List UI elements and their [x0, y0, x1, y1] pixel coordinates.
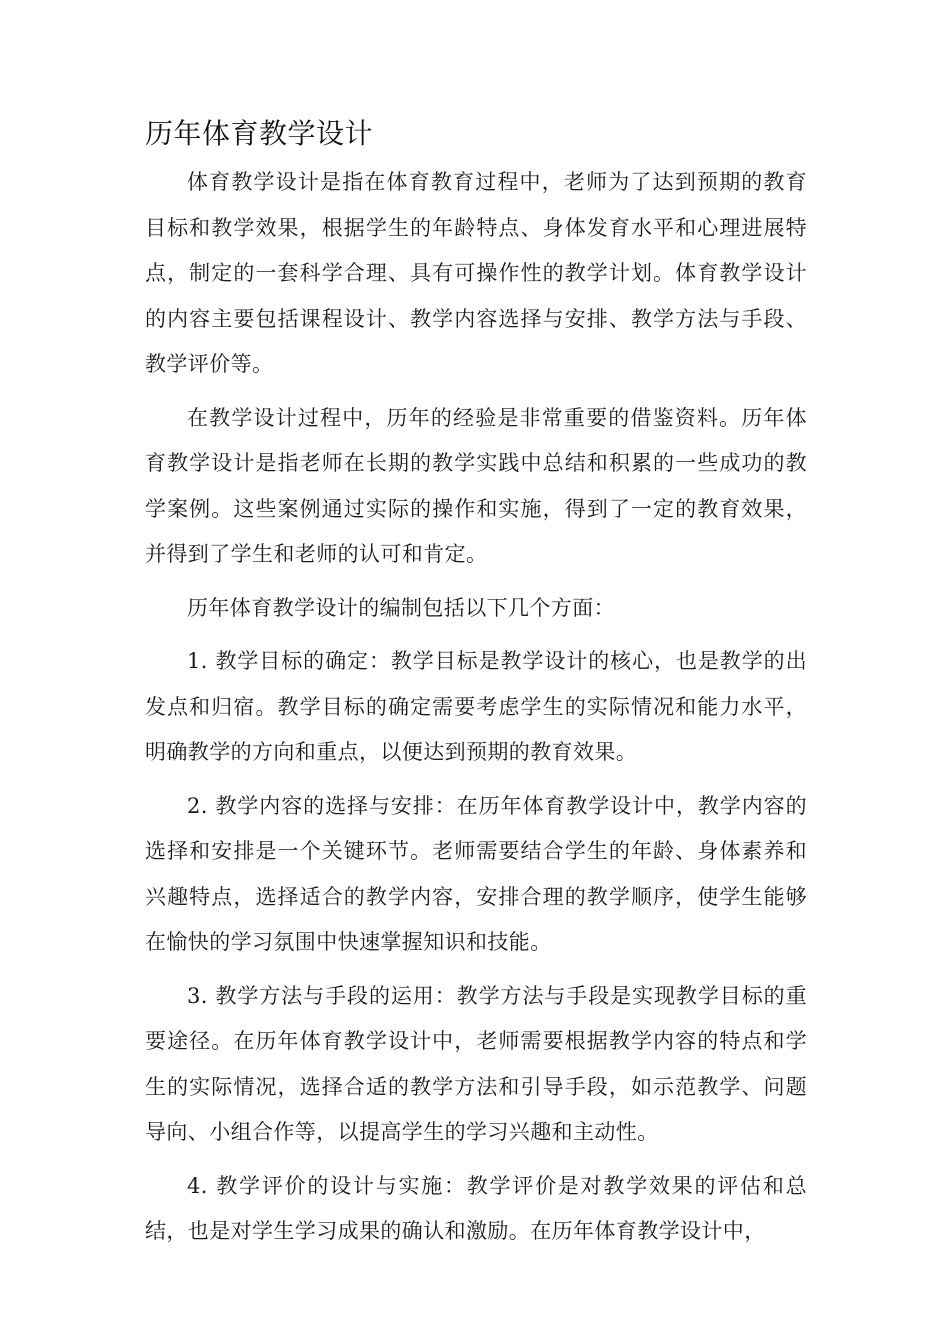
paragraph-intro: 体育教学设计是指在体育教育过程中，老师为了达到预期的教育目标和教学效果，根据学生的年龄特点、身体发育水平和心理进展特点，制定的一套科学合理、具有可操作性的教学计划。体育教学设计的内容主要包括课程设计、教学内容选择与安排、教学方法与手段、教学评价等。 [145, 170, 807, 376]
list-item-content: 2. 教学内容的选择与安排：在历年体育教学设计中，教学内容的选择和安排是一个关键环节。老师需要结合学生的年龄、身体素养和兴趣特点，选择适合的教学内容，安排合理的教学顺序，使学生能够在愉快的学习氛围中快速掌握知识和技能。 [145, 793, 807, 954]
document-body [145, 112, 807, 1257]
document-title: 历年体育教学设计 [145, 117, 374, 150]
list-item-methods: 3. 教学方法与手段的运用：教学方法与手段是实现教学目标的重要途径。在历年体育教学设计中，老师需要根据教学内容的特点和学生的实际情况，选择合适的教学方法和引导手段，如示范教学、问题导向、小组合作等，以提高学生的学习兴趣和主动性。 [145, 983, 807, 1144]
list-item-evaluation: 4. 教学评价的设计与实施：教学评价是对教学效果的评估和总结，也是对学生学习成果的确认和激励。在历年体育教学设计中， [145, 1173, 807, 1243]
paragraph-aspects-intro: 历年体育教学设计的编制包括以下几个方面： [187, 595, 615, 620]
list-item-objectives: 1. 教学目标的确定：教学目标是教学设计的核心，也是教学的出发点和归宿。教学目标的确定需要考虑学生的实际情况和能力水平，明确教学的方向和重点，以便达到预期的教育效果。 [145, 649, 807, 764]
paragraph-experience: 在教学设计过程中，历年的经验是非常重要的借鉴资料。历年体育教学设计是指老师在长期的教学实践中总结和积累的一些成功的教学案例。这些案例通过实际的操作和实施，得到了一定的教育效果，并得到了学生和老师的认可和肯定。 [145, 405, 807, 566]
